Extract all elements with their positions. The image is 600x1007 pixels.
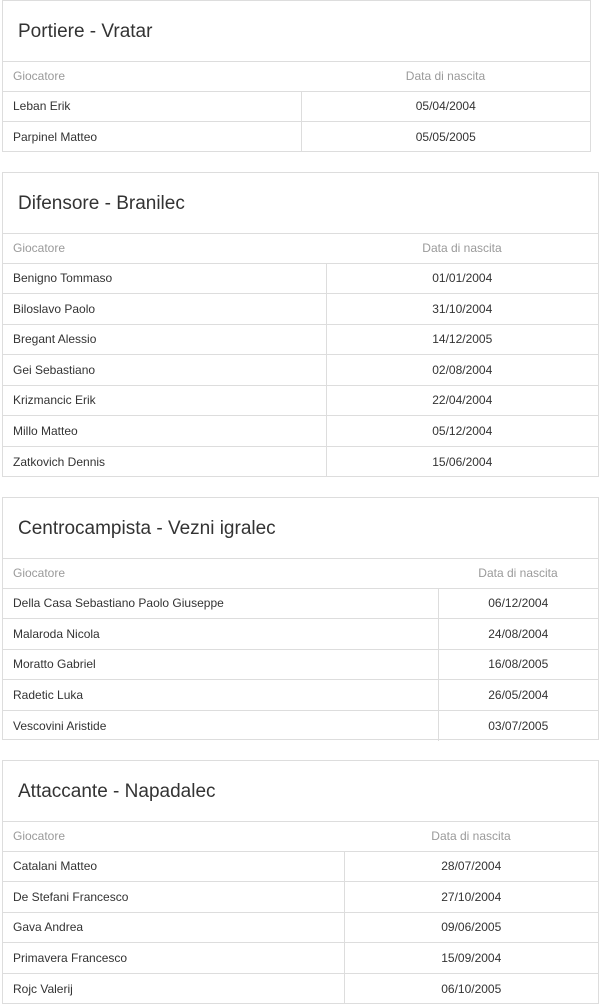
section-title: Centrocampista - Vezni igralec <box>3 498 598 559</box>
player-name: Benigno Tommaso <box>13 271 113 286</box>
section-title: Portiere - Vratar <box>3 1 590 62</box>
table-row <box>3 294 598 325</box>
player-name: Zatkovich Dennis <box>3 446 326 477</box>
column-header-player: Giocatore <box>3 234 326 263</box>
table-row <box>3 324 598 355</box>
player-name: Gei Sebastiano <box>3 355 326 386</box>
table-row <box>3 649 598 680</box>
birth-date: 15/09/2004 <box>344 943 598 974</box>
table-row <box>3 680 598 711</box>
table-header-row <box>3 559 598 588</box>
table-row <box>3 912 598 943</box>
player-name: Primavera Francesco <box>3 943 344 974</box>
birth-date: 05/12/2004 <box>326 416 598 447</box>
table-row <box>3 355 598 386</box>
player-name: Leban Erik <box>13 99 71 114</box>
column-header-player: Giocatore <box>3 62 301 91</box>
player-name: Radetic Luka <box>3 680 438 711</box>
table-row <box>3 882 598 913</box>
table-header-row <box>3 234 598 263</box>
table-row <box>3 943 598 974</box>
birth-date: 16/08/2005 <box>438 649 598 680</box>
table-row <box>3 446 598 477</box>
table-row <box>3 851 598 882</box>
player-name: Della Casa Sebastiano Paolo Giuseppe <box>13 596 224 611</box>
player-name: Moratto Gabriel <box>3 649 438 680</box>
table-row <box>3 588 598 619</box>
column-header-player: Giocatore <box>3 822 344 851</box>
table-header-row <box>3 62 590 91</box>
table-header-row <box>3 822 598 851</box>
player-name: Parpinel Matteo <box>3 122 301 153</box>
column-header-birthdate: Data di nascita <box>438 559 598 588</box>
section-title: Attaccante - Napadalec <box>3 761 598 822</box>
birth-date: 05/05/2005 <box>301 122 590 153</box>
player-name: De Stefani Francesco <box>3 882 344 913</box>
birth-date: 27/10/2004 <box>344 882 598 913</box>
table-row <box>3 91 590 122</box>
table-row <box>3 385 598 416</box>
birth-date: 03/07/2005 <box>438 710 598 741</box>
table-row <box>3 619 598 650</box>
birth-date: 06/12/2004 <box>438 588 598 619</box>
table-row <box>3 973 598 1004</box>
section-title: Difensore - Branilec <box>3 173 598 234</box>
birth-date: 09/06/2005 <box>344 912 598 943</box>
birth-date: 28/07/2004 <box>344 851 598 882</box>
section-attaccante <box>2 760 599 1004</box>
player-name: Gava Andrea <box>3 912 344 943</box>
table-row <box>3 416 598 447</box>
birth-date: 22/04/2004 <box>326 385 598 416</box>
roster-table <box>3 234 598 477</box>
player-name: Rojc Valerij <box>3 973 344 1004</box>
table-row <box>3 122 590 153</box>
section-portiere <box>2 0 591 152</box>
birth-date: 02/08/2004 <box>326 355 598 386</box>
birth-date: 26/05/2004 <box>438 680 598 711</box>
column-header-birthdate: Data di nascita <box>326 234 598 263</box>
birth-date: 15/06/2004 <box>326 446 598 477</box>
section-difensore <box>2 172 599 477</box>
birth-date: 31/10/2004 <box>326 294 598 325</box>
player-name: Biloslavo Paolo <box>3 294 326 325</box>
player-name: Vescovini Aristide <box>3 710 438 741</box>
birth-date: 14/12/2005 <box>326 324 598 355</box>
player-name: Malaroda Nicola <box>3 619 438 650</box>
table-row <box>3 263 598 294</box>
birth-date: 24/08/2004 <box>438 619 598 650</box>
player-name: Millo Matteo <box>3 416 326 447</box>
roster-table <box>3 559 598 741</box>
column-header-birthdate: Data di nascita <box>344 822 598 851</box>
birth-date: 06/10/2005 <box>344 973 598 1004</box>
player-name: Bregant Alessio <box>3 324 326 355</box>
section-centrocampista <box>2 497 599 740</box>
birth-date: 05/04/2004 <box>301 91 590 122</box>
roster-table <box>3 62 590 152</box>
column-header-player: Giocatore <box>3 559 438 588</box>
player-name: Krizmancic Erik <box>3 385 326 416</box>
roster-table <box>3 822 598 1004</box>
table-row <box>3 710 598 741</box>
player-name: Catalani Matteo <box>13 859 98 874</box>
column-header-birthdate: Data di nascita <box>301 62 590 91</box>
birth-date: 01/01/2004 <box>326 263 598 294</box>
